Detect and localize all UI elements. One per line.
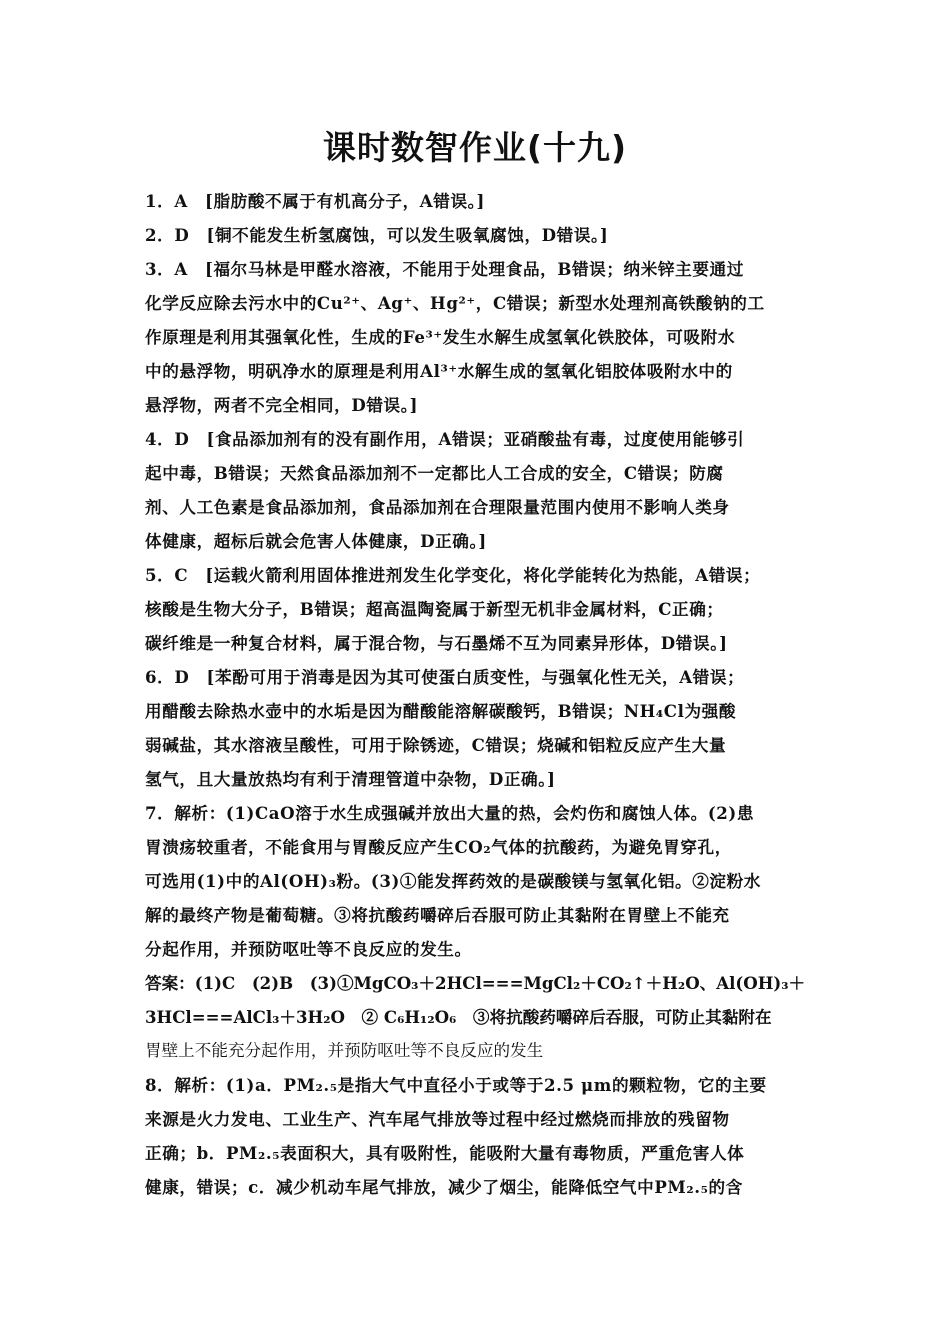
answer-line: 剂、人工色素是食品添加剂，食品添加剂在合理限量范围内使用不影响人类身: [145, 497, 730, 517]
answer-line: 答案：(1)C (2)B (3)①MgCO₃＋2HCl===MgCl₂＋CO₂↑＋H₂O、Al(OH)₃＋: [145, 973, 806, 993]
answer-item-4: [145, 422, 813, 558]
answer-line: 悬浮物，两者不完全相同，D错误。]: [145, 395, 419, 415]
answer-line: 碳纤维是一种复合材料，属于混合物，与石墨烯不互为同素异形体，D错误。]: [145, 633, 728, 653]
answer-line: 体健康，超标后就会危害人体健康，D正确。]: [145, 531, 487, 551]
answer-line: 作原理是利用其强氧化性，生成的Fe³⁺发生水解生成氢氧化铁胶体，可吸附水: [145, 327, 736, 347]
answer-line: 8．解析：(1)a．PM₂.₅是指大气中直径小于或等于2.5 μm的颗粒物，它的主要: [145, 1075, 767, 1095]
answer-line: 分起作用，并预防呕吐等不良反应的发生。: [145, 939, 472, 959]
answer-line: 来源是火力发电、工业生产、汽车尾气排放等过程中经过燃烧而排放的残留物: [145, 1109, 730, 1129]
answer-line: 3HCl===AlCl₃＋3H₂O ② C₆H₁₂O₆ ③将抗酸药嚼碎后吞服，可防止其黏附在: [145, 1007, 772, 1027]
answer-line: 胃溃疡较重者，不能食用与胃酸反应产生CO₂气体的抗酸药，为避免胃穿孔，: [145, 837, 732, 857]
answer-line: 中的悬浮物，明矾净水的原理是利用Al³⁺水解生成的氢氧化铝胶体吸附水中的: [145, 361, 733, 381]
answer-line: 健康，错误；c．减少机动车尾气排放，减少了烟尘，能降低空气中PM₂.₅的含: [145, 1177, 743, 1197]
answer-item-7: [145, 796, 813, 966]
answer-line: 5．C [运载火箭利用固体推进剂发生化学变化，将化学能转化为热能，A错误；: [145, 565, 761, 585]
page-title: 课时数智作业(十九): [322, 128, 628, 167]
answer-item-3: [145, 252, 813, 422]
answer-line: 化学反应除去污水中的Cu²⁺、Ag⁺、Hg²⁺，C错误；新型水处理剂高铁酸钠的工: [145, 293, 765, 313]
answer-line: 解的最终产物是葡萄糖。③将抗酸药嚼碎后吞服可防止其黏附在胃壁上不能充: [145, 905, 730, 925]
answer-line: 3．A [福尔马林是甲醛水溶液，不能用于处理食品，B错误；纳米锌主要通过: [145, 259, 744, 279]
answer-line: 用醋酸去除热水壶中的水垢是因为醋酸能溶解碳酸钙，B错误；NH₄Cl为强酸: [145, 701, 737, 721]
answer-item-1: 1．A [脂肪酸不属于有机高分子，A错误。]: [145, 191, 485, 211]
answer-line: 可选用(1)中的Al(OH)₃粉。(3)①能发挥药效的是碳酸镁与氢氧化铝。②淀粉水: [145, 871, 762, 891]
answer-item-5: [145, 558, 813, 660]
answer-line: 正确；b．PM₂.₅表面积大，具有吸附性，能吸附大量有毒物质，严重危害人体: [145, 1143, 745, 1163]
answer-line: 弱碱盐，其水溶液呈酸性，可用于除锈迹，C错误；烧碱和铝粒反应产生大量: [145, 735, 727, 755]
answer-line: 胃壁上不能充分起作用，并预防呕吐等不良反应的发生: [145, 1041, 544, 1060]
answer-item-7-answer: [145, 966, 813, 1068]
answer-line: 起中毒，B错误；天然食品添加剂不一定都比人工合成的安全，C错误；防腐: [145, 463, 724, 483]
answer-line: 6．D [苯酚可用于消毒是因为其可使蛋白质变性，与强氧化性无关，A错误；: [145, 667, 745, 687]
answer-line: 核酸是生物大分子，B错误；超高温陶瓷属于新型无机非金属材料，C正确；: [145, 599, 724, 619]
answer-item-6: [145, 660, 813, 796]
answer-line: 7．解析：(1)CaO溶于水生成强碱并放出大量的热，会灼伤和腐蚀人体。(2)患: [145, 803, 755, 823]
answer-item-2: 2．D [铜不能发生析氢腐蚀，可以发生吸氧腐蚀，D错误。]: [145, 225, 609, 245]
answer-content: [145, 184, 813, 1204]
answer-item-8: [145, 1068, 813, 1204]
answer-line: 4．D [食品添加剂有的没有副作用，A错误；亚硝酸盐有毒，过度使用能够引: [145, 429, 745, 449]
answer-line: 氢气，且大量放热均有利于清理管道中杂物，D正确。]: [145, 769, 556, 789]
